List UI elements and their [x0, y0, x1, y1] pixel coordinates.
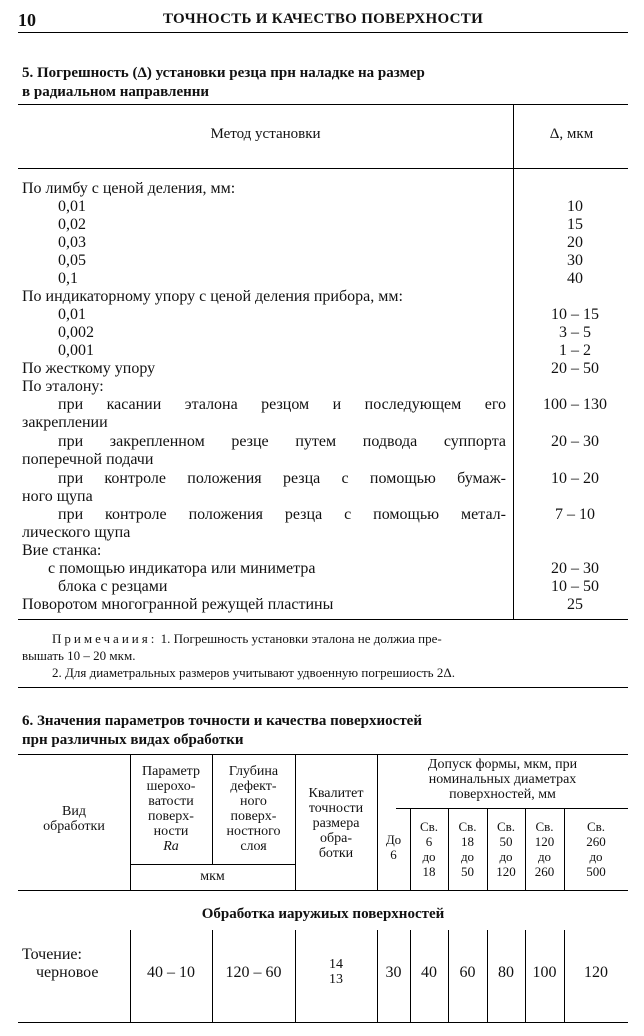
table6-h-diam-line: 50: [461, 864, 474, 879]
table6: [18, 754, 628, 1036]
notes-heading: Примечаиия:: [52, 631, 158, 646]
table6-h-diam-line: 260: [534, 864, 555, 879]
table5-row-label: при контроле положения резца с помощью метал-: [58, 506, 506, 523]
table6-h-diam-line: 120: [496, 864, 516, 879]
header-rule: [18, 32, 628, 33]
table6-h-depth-line: ного: [240, 794, 267, 809]
table5-row-label: 0,002: [58, 324, 94, 341]
table6-h-depth-line: ностного: [226, 824, 281, 839]
table6-cell-grade: [295, 957, 377, 987]
table6-h-diam-line: Св.: [586, 819, 606, 834]
table5-row-label: По эталону:: [22, 378, 104, 395]
table5-row-value: 25: [567, 596, 583, 613]
table6-header-bottom-rule: [18, 890, 628, 891]
table6-h-diam-line: 120: [534, 834, 555, 849]
table5-col-delta: Δ, мкм: [549, 126, 594, 142]
table6-h-form-line: Допуск формы, мкм, при: [427, 757, 578, 772]
table6-h-diam-line: Св.: [535, 819, 554, 834]
table6-cell-grade-top: 14: [329, 957, 343, 972]
table6-h-grade-line: обра-: [320, 831, 352, 846]
table5-notes: [22, 630, 628, 681]
table6-h-diam-line: до: [589, 849, 603, 864]
table6-cell-depth: 120 – 60: [225, 964, 282, 981]
table6-unit-rule: [130, 864, 295, 865]
table6-cell-form: 100: [532, 964, 557, 981]
table6-h-form-line: номинальных диаметрах: [428, 772, 577, 787]
table6-h-diam: [448, 819, 487, 879]
table5-row-label: поперечной подачи: [22, 451, 154, 468]
table5-header-rule: [18, 168, 628, 169]
table5-row-label: 0,01: [58, 306, 86, 323]
table6-cell-form: 30: [385, 964, 402, 981]
table5-row-label: 0,02: [58, 216, 86, 233]
table5-col-method: Метод установки: [210, 126, 321, 142]
table6-h-rough-line: ности: [153, 824, 189, 839]
table6-h-diam-line: 18: [461, 834, 474, 849]
table5-row-value: 40: [567, 270, 583, 287]
table6-cell-form: 60: [459, 964, 476, 981]
table5-row-value: 10 – 15: [551, 306, 599, 323]
table6-h-form-line: поверхностей, мм: [449, 787, 556, 802]
note-2: 2. Для диаметральных размеров учитывают удвоенную погрешиость 2Δ.: [52, 665, 455, 680]
table6-cell-ra: 40 – 10: [147, 964, 195, 981]
table5-row-value: 1 – 2: [559, 342, 591, 359]
table6-h-grade-line: точности: [308, 801, 364, 816]
table5-row-value: 100 – 130: [543, 396, 607, 413]
table6-h-diam-line: до: [537, 849, 552, 864]
table5-row-value: 10: [567, 198, 583, 215]
table5-row-label: По лимбу с ценой деления, мм:: [22, 180, 236, 197]
table6-title-line2: прн различных видах обработки: [22, 732, 244, 748]
table6-h-diam-line: Св.: [419, 819, 439, 834]
table5-row-label: лического щупа: [22, 524, 131, 541]
table6-h-form: [377, 757, 628, 802]
table5-row-value: 10 – 20: [551, 470, 599, 487]
table6-h-diam-line: 6: [425, 834, 433, 849]
table6-h-depth-line: Глубина: [228, 764, 279, 779]
table6-h-rough-line: ватости: [148, 794, 194, 809]
table6-h-depth: [212, 764, 295, 854]
table5-row-value: 15: [567, 216, 583, 233]
table6-h-diam-line: Св.: [458, 819, 477, 834]
table6-h-kind-line: Вид: [62, 804, 86, 819]
table6-h-rough-line: поверх-: [148, 809, 194, 824]
table5-row-label: По индикаторному упору с ценой деления прибора, мм:: [22, 288, 403, 305]
table5-bottom-rule: [18, 619, 628, 620]
table6-form-subrule: [396, 808, 628, 809]
table5-row-value: 30: [567, 252, 583, 269]
table6-h-diam-line: До: [385, 832, 402, 847]
note-1-continuation: вышать 10 – 20 мкм.: [22, 648, 136, 663]
table6-h-rough-line: Параметр: [142, 764, 200, 779]
table6-row-label: Точение:: [22, 946, 82, 963]
table5-title: [22, 64, 622, 102]
table5-title-line1: 5. Погрешность (Δ) установки резца прн наладке на размер: [22, 65, 425, 81]
table5-row-value: 20: [567, 234, 583, 251]
table6-cell-form: 40: [421, 964, 437, 981]
table5-row-label: Поворотом многогранной режущей пластины: [22, 596, 334, 613]
table6-h-roughness: [130, 764, 212, 854]
table5-row-label: ного щупа: [22, 488, 93, 505]
table6-h-diam-line: 6: [390, 847, 397, 862]
table6-h-diam-line: до: [422, 849, 436, 864]
table5-row-label: 0,1: [58, 270, 78, 287]
table6-h-unit: мкм: [200, 869, 225, 884]
table6-h-grade: [295, 786, 377, 861]
table5: [18, 104, 628, 624]
table6-h-diam: [377, 832, 410, 862]
table5-row-value: 20 – 50: [551, 360, 599, 377]
table5-row-label: при касании эталона резцом и последующем его: [58, 396, 506, 413]
note-1-text: 1. Погрешность установки эталона не должиа пре-: [160, 631, 442, 646]
table6-h-diam-line: до: [499, 849, 513, 864]
note-1: [22, 630, 628, 647]
table5-row-value: 10 – 50: [551, 578, 599, 595]
table5-row-label: 0,01: [58, 198, 86, 215]
page-number: 10: [18, 10, 36, 30]
table6-title-line1: 6. Значения параметров точности и качества поверхиостей: [22, 713, 422, 729]
table6-h-depth-line: дефект-: [230, 779, 277, 794]
running-head: ТОЧНОСТЬ И КАЧЕСТВО ПОВЕРХНОСТИ: [162, 11, 484, 27]
table5-top-rule: [18, 104, 628, 105]
table6-h-diam: [410, 819, 448, 879]
table6-section-heading: Обработка иаружиых поверхностей: [201, 906, 445, 922]
table5-row-value: 7 – 10: [555, 506, 595, 523]
table6-h-diam-line: 18: [422, 864, 436, 879]
table5-column-separator: [513, 104, 514, 619]
table5-row-label: 0,05: [58, 252, 86, 269]
table5-row-label: закреплении: [22, 414, 108, 431]
table5-row-label: Вие станка:: [22, 542, 102, 559]
table5-row-value: 3 – 5: [559, 324, 591, 341]
table5-row-value: 20 – 30: [551, 560, 599, 577]
table6-cell-form: 80: [498, 964, 514, 981]
table6-h-kind: [18, 804, 130, 834]
table6-h-depth-line: поверх-: [230, 809, 277, 824]
table6-h-grade-line: ботки: [318, 846, 354, 861]
table6-h-grade-line: Квалитет: [308, 786, 364, 801]
table5-title-line2: в радиальном направленни: [22, 84, 210, 100]
table5-row-label: 0,001: [58, 342, 94, 359]
section-rule: [18, 687, 628, 688]
table6-h-diam: [487, 819, 525, 879]
table6-cell-grade-bottom: 13: [329, 972, 343, 987]
table6-title: [22, 712, 622, 750]
table6-h-diam-line: 260: [586, 834, 606, 849]
table5-row-label: 0,03: [58, 234, 86, 251]
table6-h-diam-line: 500: [586, 864, 606, 879]
table6-h-rough-line: шерохо-: [146, 779, 196, 794]
table6-h-diam: [525, 819, 564, 879]
table6-h-diam-line: 50: [499, 834, 513, 849]
page-header: [18, 10, 628, 34]
table5-row-label: с помощью индикатора или миниметра: [48, 560, 316, 577]
table6-h-kind-line: обработки: [43, 819, 105, 834]
table6-row-label: черновое: [36, 964, 99, 981]
table5-row-label: блока с резцами: [58, 578, 168, 595]
table6-h-diam-line: до: [460, 849, 475, 864]
table6-cell-form: 120: [584, 964, 608, 981]
table6-h-depth-line: слоя: [240, 839, 267, 854]
table6-bottom-rule: [18, 1022, 628, 1023]
table6-h-rough-line: Ra: [163, 839, 179, 854]
table6-h-grade-line: размера: [312, 816, 360, 831]
table5-row-label: По жесткому упору: [22, 360, 156, 377]
table5-row-value: 20 – 30: [551, 433, 599, 450]
table5-row-label: при контроле положения резца с помощью бумаж-: [58, 470, 506, 487]
table6-top-rule: [18, 754, 628, 755]
table5-row-label: при закрепленном резце путем подвода суппорта: [58, 433, 506, 450]
table6-h-diam: [564, 819, 628, 879]
table6-h-diam-line: Св.: [496, 819, 516, 834]
